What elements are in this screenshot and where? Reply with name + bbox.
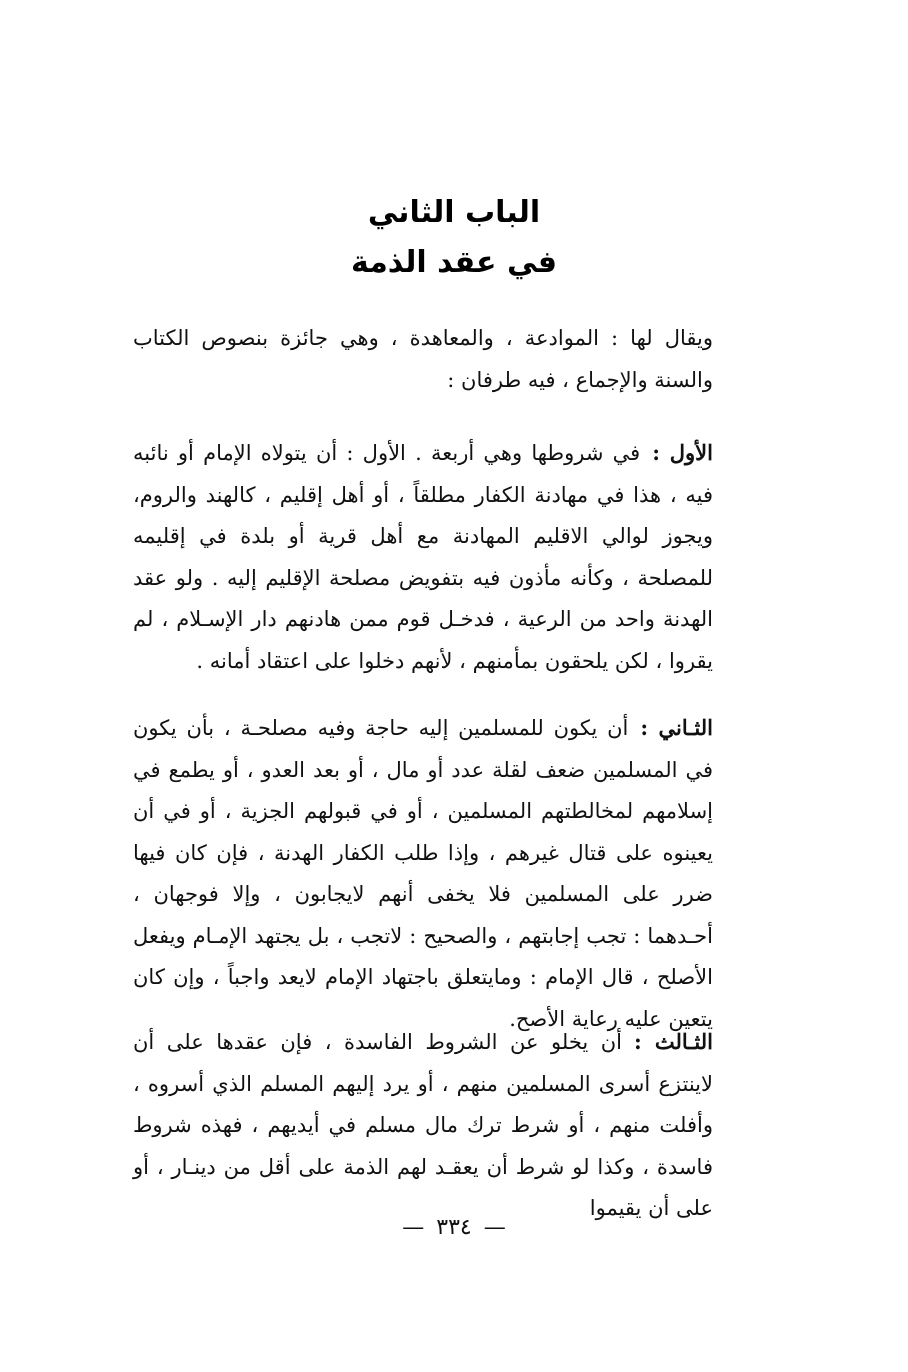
section-third-text: أن يخلو عن الشروط الفاسدة ، فإن عقدها على أن لاينتزع أسرى المسلمين منهم ، أو يرد إليهم المسلم الذي أسروه ، وأفلت منهم ، أو شرط ترك مال مسلم في أيديهم ، فهذه شروط فاسدة ، وكذا لو شرط أن يعقـد لهم الذمة على أقل من دينـار ، أو على أن يقيموا (133, 1030, 713, 1220)
section-third (133, 1021, 783, 1230)
page-number-value: ٣٣٤ (436, 1215, 472, 1240)
chapter-title (0, 188, 908, 288)
section-second-paragraph (133, 707, 783, 1040)
intro-paragraph (133, 318, 783, 401)
section-second-text: أن يكون للمسلمين إليه حاجة وفيه مصلحـة ، بأن يكون في المسلمين ضعف لقلة عدد أو مال ، أو بعد العدو ، أو يطمع في إسلامهم لمخالطتهم المسلمين ، أو في قبولهم الجزية ، أو في أن يعينوه على قتال غيرهم ، وإذا طلب الكفار الهدنة ، فإن كان فيها ضرر على المسلمين فلا يخفى أنهم لايجابون ، وإلا فوجهان ، أحـدهما : تجب إجابتهم ، والصحيح : لاتجب ، بل يجتهد الإمـام ويفعل الأصلح ، قال الإمام : ومايتعلق باجتهاد الإمام لايعد واجباً ، وإن كان يتعين عليه رعاية الأصح. (133, 716, 713, 1031)
section-second-heading: الثـاني : (640, 715, 713, 740)
section-third-paragraph (133, 1021, 783, 1230)
section-first-paragraph (133, 432, 783, 682)
section-second (133, 707, 783, 1040)
section-third-heading: الثـالث : (633, 1029, 713, 1054)
section-first-text: في شروطها وهي أربعة . الأول : أن يتولاه الإمام أو نائبه فيه ، هذا في مهادنة الكفار مطلقاً ، أو أهل إقليم ، كالهند والروم، ويجوز لوالي الاقليم المهادنة مع أهل قرية أو بلدة في إقليمه للمصلحة ، وكأنه مأذون فيه بتفويض مصلحة الإقليم إليه . ولو عقد الهدنة واحد من الرعية ، فدخـل قوم ممن هادنهم دار الإسـلام ، لم يقروا ، لكن يلحقون بمأمنهم ، لأنهم دخلوا على اعتقاد أمانه . (133, 441, 713, 673)
chapter-title-line-1: الباب الثاني (367, 195, 541, 230)
section-first-heading: الأول : (652, 440, 713, 465)
page-number: —٣٣٤— (402, 1215, 506, 1240)
chapter-title-line-2: في عقد الذمة (351, 245, 557, 280)
intro-text: ويقال لها : الموادعة ، والمعاهدة ، وهي جائزة بنصوص الكتاب والسنة والإجماع ، فيه طرفان : (133, 326, 713, 392)
section-first (133, 432, 783, 682)
